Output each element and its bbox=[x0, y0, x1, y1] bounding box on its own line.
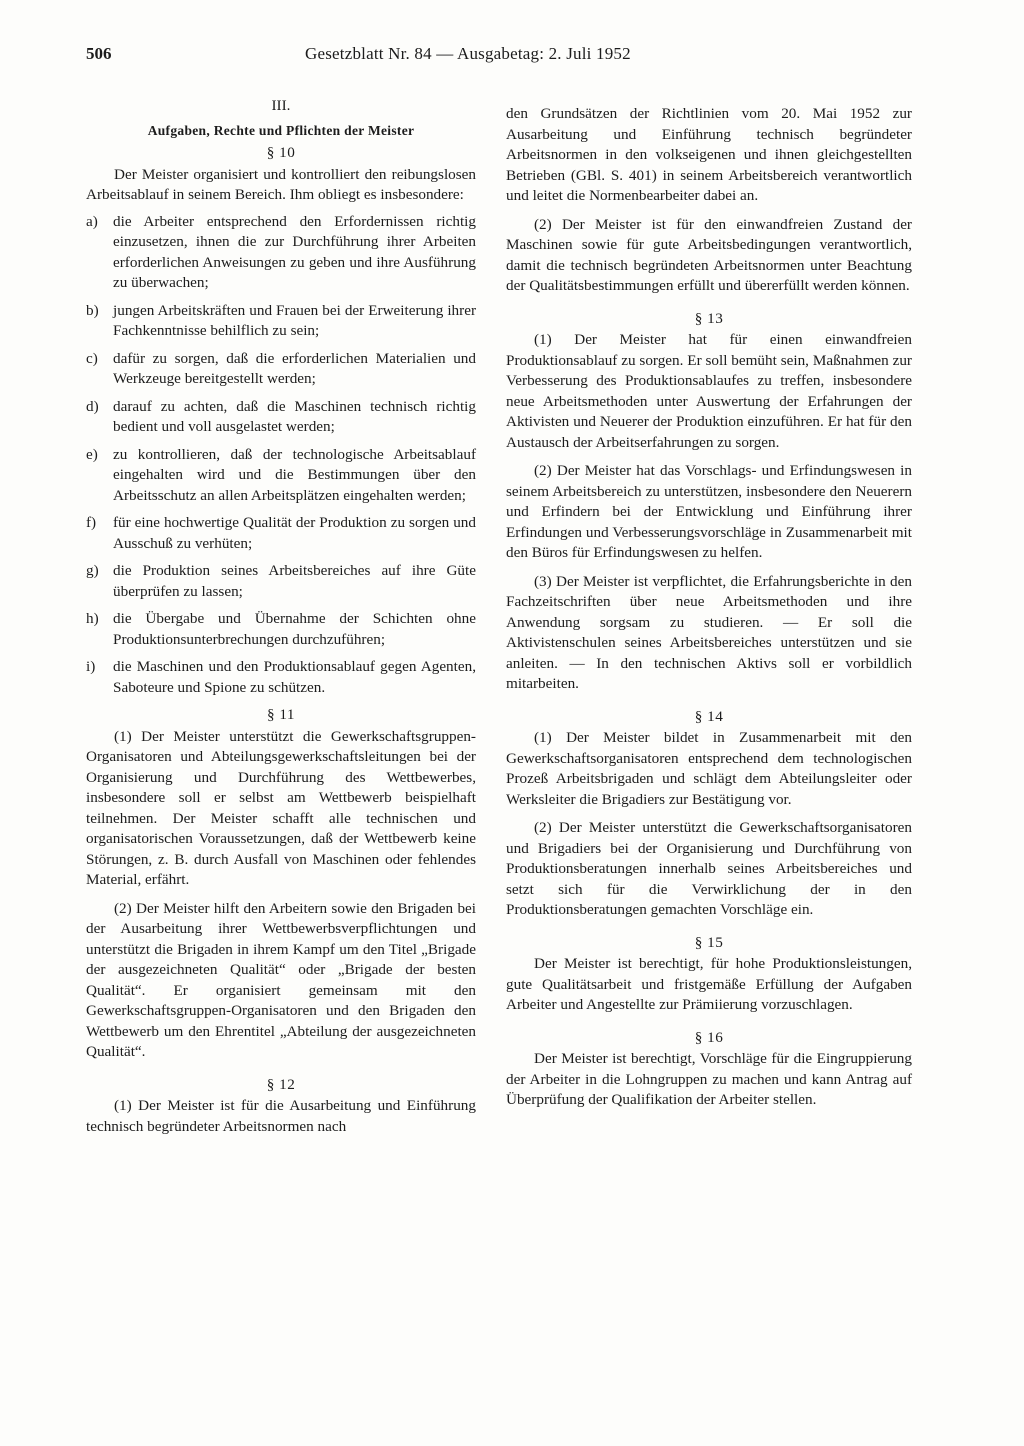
list-item-text: die Produktion seines Arbeitsbereiches auf ihre Güte überprüfen zu lassen; bbox=[113, 562, 476, 600]
paragraph-12-section-1-start: (1) Der Meister ist für die Ausarbeitung und Einführung technisch begründeter Arbeitsnormen nach bbox=[86, 1097, 476, 1135]
right-column bbox=[506, 104, 912, 1111]
paragraph-13-heading: § 13 bbox=[694, 309, 724, 327]
list-item bbox=[86, 349, 476, 390]
duties-list bbox=[86, 212, 476, 699]
paragraph-15-heading: § 15 bbox=[694, 933, 724, 951]
list-item bbox=[86, 445, 476, 507]
list-marker: a) bbox=[86, 212, 98, 230]
paragraph-10-heading: § 10 bbox=[266, 144, 296, 161]
list-item bbox=[86, 513, 476, 554]
list-item bbox=[86, 212, 476, 294]
section-number: III. bbox=[271, 97, 291, 114]
list-marker: f) bbox=[86, 514, 97, 531]
list-item-text: zu kontrollieren, daß der technologische Arbeitsablauf eingehalten wird und die Bestimmungen über den Arbeitsschutz an allen Arbeitsplätzen eingehalten werden; bbox=[113, 445, 476, 504]
list-marker: g) bbox=[86, 562, 99, 579]
list-item-text: dafür zu sorgen, daß die erforderlichen Materialien und Werkzeuge bereitgestellt werden; bbox=[113, 349, 476, 387]
list-item-text: jungen Arbeitskräften und Frauen bei der Erweiterung ihrer Fachkenntnisse behilflich zu sein; bbox=[113, 301, 476, 339]
list-item bbox=[86, 397, 476, 438]
paragraph-12-heading: § 12 bbox=[266, 1075, 296, 1093]
list-item bbox=[86, 609, 476, 650]
list-item-text: die Arbeiter entsprechend den Erfordernissen richtig einzusetzen, ihnen die zur Durchführung ihrer Arbeiten erforderlichen Anweisungen zu geben und ihre Ausführung zu überwachen; bbox=[113, 212, 476, 291]
paragraph-14-heading: § 14 bbox=[694, 707, 724, 725]
list-item-text: darauf zu achten, daß die Maschinen technisch richtig bedient und voll ausgelastet werden; bbox=[113, 397, 476, 435]
list-item-text: für eine hochwertige Qualität der Produktion zu sorgen und Ausschuß zu verhüten; bbox=[113, 514, 476, 552]
section-title: Aufgaben, Rechte und Pflichten der Meister bbox=[147, 122, 415, 138]
left-column bbox=[86, 96, 476, 1137]
list-item bbox=[86, 657, 476, 698]
paragraph-16-heading: § 16 bbox=[694, 1028, 724, 1046]
page-number: 506 bbox=[86, 44, 112, 63]
list-item-text: die Übergabe und Übernahme der Schichten ohne Produktionsunterbrechungen durchzuführen; bbox=[113, 610, 476, 648]
paragraph-13-section-3: (3) Der Meister ist verpflichtet, die Erfahrungsberichte in den Fachzeitschriften über neue Arbeitsmethoden und ihre Anwendung sorgsam zu studieren. — Er soll die Aktivistenschulen seines Arbeitsbereiches unterstützen und sie anleiten. — In den technischen Aktivs soll er vorbildlich mitarbeiten. bbox=[506, 572, 912, 692]
paragraph-11-section-2: (2) Der Meister hilft den Arbeitern sowie den Brigaden bei der Ausarbeitung ihrer Wettbewerbsverpflichtungen und unterstützt die Brigaden in ihrem Kampf um den Titel „Brigade der ausgezeichneten Qualität“ oder „Brigade der besten Qualität“. Er organisiert gemeinsam mit den Gewerkschaftsgruppen-Organisatoren und den Brigaden den Wettbewerb um den Ehrentitel „Abteilung der ausgezeichneten Qualität“. bbox=[86, 899, 476, 1060]
list-marker: c) bbox=[86, 349, 98, 367]
list-item bbox=[86, 301, 476, 342]
paragraph-10-intro: Der Meister organisiert und kontrolliert den reibungslosen Arbeitsablauf in seinem Bereich. Ihm obliegt es insbesondere: bbox=[86, 165, 476, 203]
paragraph-15-text: Der Meister ist berechtigt, für hohe Produktionsleistungen, gute Qualitätsarbeit und fristgemäße Erfüllung der Aufgaben Arbeiter und Angestellte zur Prämiierung vorzuschlagen. bbox=[506, 955, 912, 1013]
list-marker: h) bbox=[86, 610, 99, 627]
paragraph-14-section-2: (2) Der Meister unterstützt die Gewerkschaftsorganisatoren und Brigadiers bei der Organisierung und Durchführung von Produktionsberatungen innerhalb seines Arbeitsbereiches und setzt sich für die Verwirklichung der in den Produktionsberatungen gemachten Vorschläge ein. bbox=[506, 819, 912, 918]
paragraph-14-section-1: (1) Der Meister bildet in Zusammenarbeit mit den Gewerkschaftsorganisatoren entsprechend dem technologischen Prozeß Arbeitsbrigaden und schlägt dem Abteilungsleiter oder Werksleiter die Brigadiers zur Bestätigung vor. bbox=[506, 729, 912, 808]
paragraph-12-section-1-continued: den Grundsätzen der Richtlinien vom 20. Mai 1952 zur Ausarbeitung und Einführung technisch begründeter Arbeitsnormen in den volkseigenen und ihnen gleichgestellten Betrieben (GBl. S. 401) in seinem Arbeitsbereich verantwortlich und leitet die Normenbearbeiter dabei an. bbox=[506, 105, 912, 204]
list-marker: e) bbox=[86, 445, 98, 463]
paragraph-13-section-2: (2) Der Meister hat das Vorschlags- und Erfindungswesen in seinem Arbeitsbereich zu unterstützen, insbesondere den Neuerern und Erfindern bei der Entwicklung und Einführung ihrer Erfindungen und Verbesserungsvorschläge in Zusammenarbeit mit den Büros für Erfindungswesen zu helfen. bbox=[506, 462, 912, 561]
list-marker: i) bbox=[86, 658, 96, 675]
paragraph-11-section-1: (1) Der Meister unterstützt die Gewerkschaftsgruppen-Organisatoren und Abteilungsgewerkschaftsleitungen bei der Organisierung und Durchführung des Wettbewerbes, insbesondere soll er selbst am Wettbewerb beispielhaft teilnehmen. Der Meister schafft alle technischen und organisatorischen Voraussetzungen, daß der Wettbewerb keine Störungen, z. B. durch Ausfall von Maschinen oder fehlendes Material, erfährt. bbox=[86, 727, 476, 888]
paragraph-12-section-2: (2) Der Meister ist für den einwandfreien Zustand der Maschinen sowie für gute Arbeitsbedingungen verantwortlich, damit die technisch begründeten Arbeitsnormen unter Beachtung der Qualitätsbestimmungen erfüllt und übererfüllt werden können. bbox=[506, 215, 912, 294]
list-item bbox=[86, 561, 476, 602]
list-marker: b) bbox=[86, 301, 99, 319]
page-header bbox=[86, 44, 916, 74]
paragraph-11-heading: § 11 bbox=[266, 706, 295, 723]
header-title: Gesetzblatt Nr. 84 — Ausgabetag: 2. Juli 1952 bbox=[305, 44, 631, 63]
paragraph-13-section-1: (1) Der Meister hat für einen einwandfreien Produktionsablauf zu sorgen. Er soll bemüht sein, Maßnahmen zur Verbesserung des Produktionsablaufes zu treffen, insbesondere neue Arbeitsmethoden unter Auswertung der Erfahrungen der Aktivisten und Neuerer der Produktion einzuführen. Er hat für den Austausch der Arbeitserfahrungen zu sorgen. bbox=[506, 331, 912, 451]
paragraph-16-text: Der Meister ist berechtigt, Vorschläge für die Eingruppierung der Arbeiter in die Lohngruppen zu machen und kann Antrag auf Überprüfung der Qualifikation der Arbeiter stellen. bbox=[506, 1050, 912, 1108]
list-marker: d) bbox=[86, 397, 99, 415]
list-item-text: die Maschinen und den Produktionsablauf gegen Agenten, Saboteure und Spione zu schützen. bbox=[113, 658, 476, 696]
